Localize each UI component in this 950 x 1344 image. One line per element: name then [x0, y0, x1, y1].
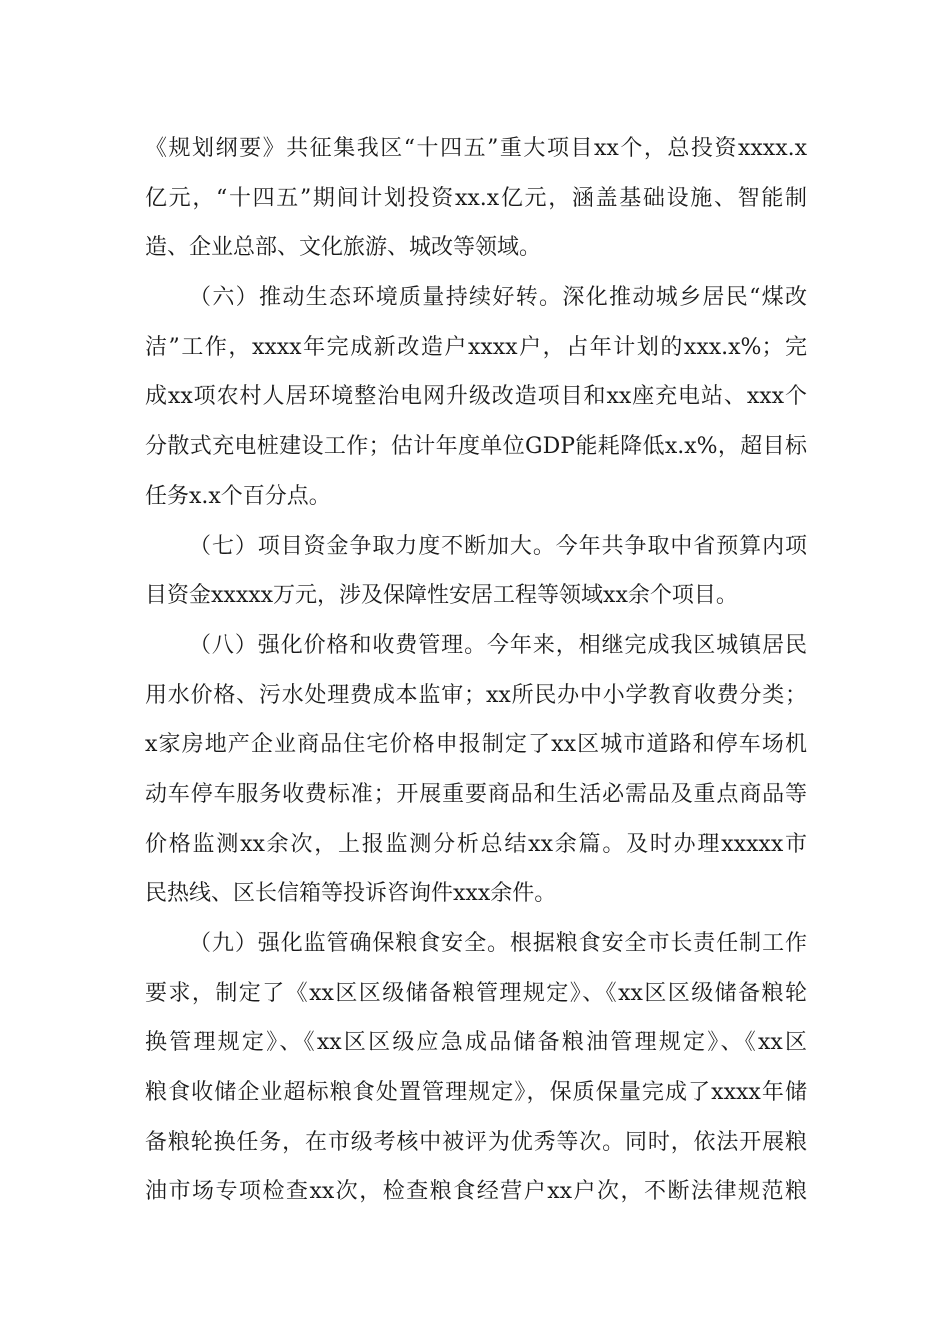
- text-line: 换管理规定》、《xx区区级应急成品储备粮油管理规定》、《xx区: [145, 1030, 807, 1056]
- text-line: 粮食收储企业超标粮食处置管理规定》，保质保量完成了xxxx年储: [145, 1080, 807, 1106]
- text-line: 亿元，“十四五”期间计划投资xx.x亿元，涵盖基础设施、智能制: [145, 185, 807, 211]
- text-line: 民热线、区长信箱等投诉咨询件xxx余件。: [145, 881, 557, 907]
- text-line: 洁”工作，xxxx年完成新改造户xxxx户，占年计划的xxx.x%；完: [145, 334, 807, 360]
- paragraph-eight-heading-line: （八）强化价格和收费管理。今年来，相继完成我区城镇居民: [189, 632, 807, 658]
- text-line: 用水价格、污水处理费成本监审；xx所民办中小学教育收费分类；: [145, 682, 807, 708]
- paragraph-six-heading-line: （六）推动生态环境质量持续好转。深化推动城乡居民“煤改: [189, 285, 807, 311]
- text-line: 成xx项农村人居环境整治电网升级改造项目和xx座充电站、xxx个: [145, 384, 807, 410]
- text-line: 备粮轮换任务，在市级考核中被评为优秀等次。同时，依法开展粮: [145, 1129, 807, 1155]
- text-line: 任务x.x个百分点。: [145, 483, 331, 509]
- paragraph-seven-heading-line: （七）项目资金争取力度不断加大。今年共争取中省预算内项: [189, 533, 807, 559]
- text-line: 油市场专项检查xx次，检查粮食经营户xx户次，不断法律规范粮: [145, 1179, 807, 1205]
- text-line: 目资金xxxxx万元，涉及保障性安居工程等领域xx余个项目。: [145, 583, 738, 609]
- paragraph-nine-heading-line: （九）强化监管确保粮食安全。根据粮食安全市长责任制工作: [189, 931, 807, 956]
- text-line: 动车停车服务收费标准；开展重要商品和生活必需品及重点商品等: [145, 781, 807, 807]
- text-line: 分散式充电桩建设工作；估计年度单位GDP能耗降低x.x%，超目标: [145, 434, 807, 460]
- text-line: 要求，制定了《xx区区级储备粮管理规定》、《xx区区级储备粮轮: [145, 980, 807, 1006]
- text-line: x家房地产企业商品住宅价格申报制定了xx区城市道路和停车场机: [145, 732, 807, 758]
- document-body: [145, 124, 807, 1217]
- text-line: 价格监测xx余次，上报监测分析总结xx余篇。及时办理xxxxx市: [145, 831, 807, 857]
- text-line: 《规划纲要》共征集我区“十四五”重大项目xx个，总投资xxxx.x: [145, 136, 807, 161]
- text-line: 造、企业总部、文化旅游、城改等领域。: [145, 235, 542, 261]
